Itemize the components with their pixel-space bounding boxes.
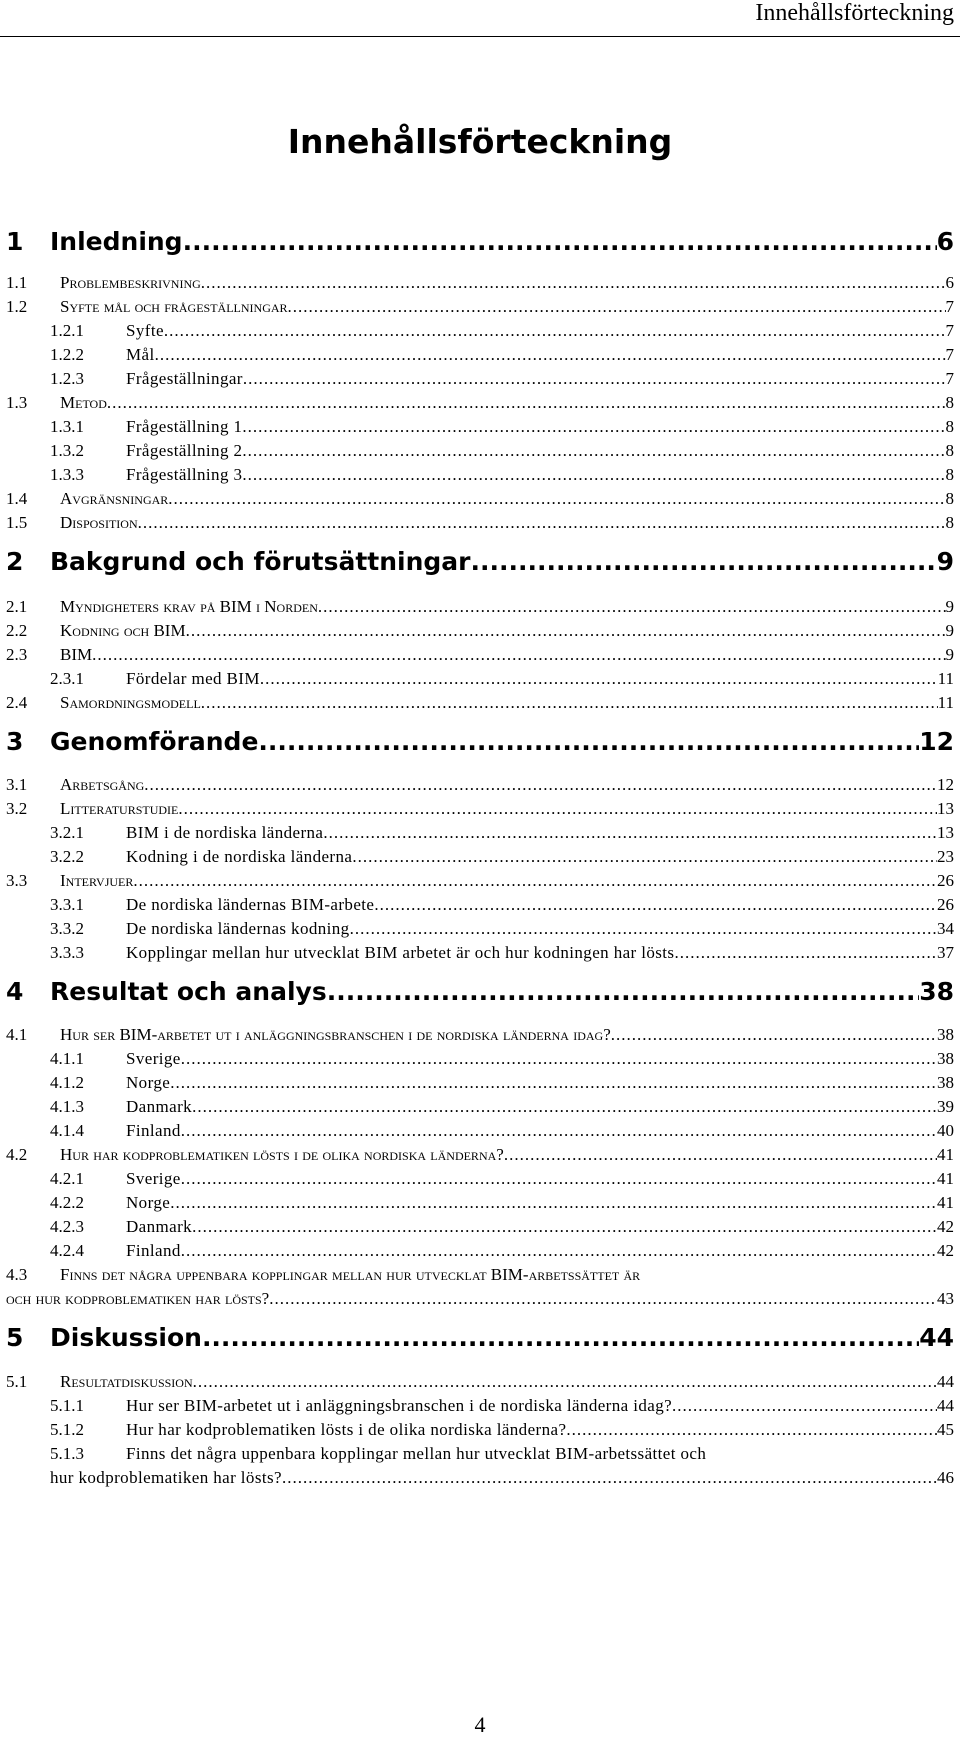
toc-entry-number: 3.3.1 <box>50 895 84 914</box>
toc-entry-title: Norge <box>126 1193 171 1212</box>
toc-entry-title: Myndigheters krav på BIM i Norden <box>60 597 318 616</box>
toc-entry-number: 2 <box>6 547 24 576</box>
toc-leader-dots <box>181 1046 937 1072</box>
toc-leader-dots <box>181 1118 937 1144</box>
toc-leader-dots <box>144 772 937 798</box>
toc-entry-page: 44 <box>937 1372 954 1391</box>
toc-entry-title: Syfte <box>126 321 164 340</box>
toc-entry-title: Samordningsmodell <box>60 693 201 712</box>
toc-entry-page: 12 <box>937 775 954 794</box>
toc-entry-title: Frågeställning 3 <box>126 465 243 484</box>
toc-entry-title: Norge <box>126 1073 171 1092</box>
toc-entry-title: Finland <box>126 1121 181 1140</box>
toc-entry[interactable] <box>0 366 960 392</box>
toc-entry-page: 40 <box>937 1121 954 1140</box>
toc-leader-dots <box>352 844 937 870</box>
toc-entry-number: 1.4 <box>6 489 28 508</box>
toc-entry[interactable] <box>0 820 960 846</box>
toc-leader-dots <box>242 414 945 440</box>
toc-entry-title: Problembeskrivning <box>60 273 201 292</box>
toc-leader-dots <box>504 1142 937 1168</box>
toc-leader-dots <box>181 1166 937 1192</box>
toc-entry-number: 3.2.1 <box>50 823 84 842</box>
running-header-title: Innehållsförteckning <box>755 0 954 26</box>
toc-entry-page: 7 <box>945 297 954 316</box>
toc-entry[interactable] <box>0 1214 960 1240</box>
toc-entry-page: 41 <box>937 1169 954 1188</box>
toc-entry[interactable] <box>0 462 960 488</box>
toc-entry-page: 9 <box>936 547 954 576</box>
toc-entry-page: 38 <box>919 977 954 1006</box>
toc-entry[interactable] <box>0 892 960 918</box>
toc-entry-title: och hur kodproblematiken har lösts? <box>6 1289 270 1308</box>
toc-entry-page: 9 <box>945 597 954 616</box>
toc-entry-number: 4.2.3 <box>50 1217 84 1236</box>
toc-entry[interactable] <box>0 1166 960 1192</box>
toc-entry-number: 1.3.1 <box>50 417 84 436</box>
toc-entry[interactable] <box>0 1318 960 1358</box>
toc-leader-dots <box>288 294 946 320</box>
toc-entry-title: Finns det några uppenbara kopplingar mellan hur utvecklat BIM-arbetssättet och <box>126 1444 707 1463</box>
toc-entry-page: 7 <box>945 321 954 340</box>
toc-entry-page: 38 <box>937 1073 954 1092</box>
toc-entry[interactable] <box>0 318 960 344</box>
toc-entry-title: De nordiska ländernas BIM-arbete <box>126 895 375 914</box>
toc-leader-dots <box>318 594 946 620</box>
toc-entry-title: Frågeställning 1 <box>126 417 243 436</box>
toc-entry[interactable] <box>0 1094 960 1120</box>
toc-entry-number: 2.4 <box>6 693 28 712</box>
toc-entry[interactable] <box>0 642 960 668</box>
toc-entry-page: 38 <box>937 1049 954 1068</box>
toc-entry[interactable] <box>0 342 960 368</box>
toc-leader-dots <box>133 868 937 894</box>
toc-leader-dots <box>186 618 946 644</box>
toc-entry-page: 42 <box>937 1241 954 1260</box>
toc-entry[interactable] <box>0 438 960 464</box>
toc-entry-title: De nordiska ländernas kodning <box>126 919 350 938</box>
toc-entry-title: Mål <box>126 345 155 364</box>
toc-entry-number: 4.2.4 <box>50 1241 84 1260</box>
toc-leader-dots <box>164 318 946 344</box>
toc-entry-number: 4.1.2 <box>50 1073 84 1092</box>
toc-entry-page: 38 <box>937 1025 954 1044</box>
toc-entry-page: 13 <box>937 799 954 818</box>
toc-entry-number: 3.2 <box>6 799 28 818</box>
toc-entry-title: Frågeställning 2 <box>126 441 243 460</box>
toc-leader-dots <box>258 722 919 762</box>
toc-entry-number: 1.3 <box>6 393 28 412</box>
toc-entry-title: Kodning i de nordiska länderna <box>126 847 353 866</box>
toc-leader-dots <box>170 1190 937 1216</box>
toc-entry-number: 1.2.3 <box>50 369 84 388</box>
toc-entry-page: 26 <box>937 871 954 890</box>
toc-entry-number: 3.1 <box>6 775 28 794</box>
toc-entry-number: 3.3 <box>6 871 28 890</box>
toc-leader-dots <box>350 916 937 942</box>
toc-leader-dots <box>242 438 945 464</box>
toc-leader-dots <box>193 1369 937 1395</box>
toc-entry[interactable] <box>0 868 960 894</box>
toc-leader-dots <box>674 940 937 966</box>
toc-entry[interactable] <box>0 772 960 798</box>
toc-entry-number: 3.3.2 <box>50 919 84 938</box>
toc-entry-number: 1.2.2 <box>50 345 84 364</box>
toc-leader-dots <box>178 796 937 822</box>
toc-entry-page: 12 <box>919 727 954 756</box>
toc-leader-dots <box>672 1393 937 1419</box>
toc-entry-title: Danmark <box>126 1217 193 1236</box>
toc-entry[interactable] <box>0 916 960 942</box>
toc-entry-title: Sverige <box>126 1169 181 1188</box>
toc-entry[interactable] <box>0 1238 960 1264</box>
toc-entry-title: Intervjuer <box>60 871 134 890</box>
toc-leader-dots <box>282 1465 937 1491</box>
toc-entry[interactable] <box>0 270 960 296</box>
toc-entry[interactable] <box>0 940 960 966</box>
toc-leader-dots <box>202 1318 919 1358</box>
toc-entry-number: 1.1 <box>6 273 28 292</box>
toc-entry-title: Arbetsgång <box>60 775 145 794</box>
toc-entry-title: Kodning och BIM <box>60 621 186 640</box>
toc-entry-page: 9 <box>945 645 954 664</box>
toc-entry[interactable] <box>0 486 960 512</box>
toc-entry-number: 5.1 <box>6 1372 28 1391</box>
toc-entry-page: 23 <box>937 847 954 866</box>
toc-entry[interactable] <box>0 796 960 822</box>
toc-entry-title: Inledning <box>50 227 183 256</box>
toc-entry-number: 5 <box>6 1323 24 1352</box>
toc-entry-number: 5.1.3 <box>50 1444 84 1463</box>
toc-entry-page: 46 <box>937 1468 954 1487</box>
toc-entry-title: Disposition <box>60 513 138 532</box>
toc-entry-number: 4.1 <box>6 1025 28 1044</box>
toc-entry[interactable] <box>0 690 960 716</box>
toc-entry-title: Resultatdiskussion <box>60 1372 193 1391</box>
toc-entry-page: 11 <box>937 693 954 712</box>
toc-entry-page: 8 <box>945 441 954 460</box>
toc-entry[interactable] <box>0 844 960 870</box>
toc-entry-number: 4.1.3 <box>50 1097 84 1116</box>
toc-entry[interactable] <box>0 1393 960 1419</box>
toc-leader-dots <box>92 642 945 668</box>
toc-leader-dots <box>242 462 945 488</box>
toc-entry-page: 42 <box>937 1217 954 1236</box>
toc-entry[interactable] <box>0 594 960 620</box>
toc-entry[interactable] <box>0 1369 960 1395</box>
toc-entry-page: 8 <box>945 465 954 484</box>
toc-entry-title: Hur har kodproblematiken lösts i de olika nordiska länderna? <box>126 1420 567 1439</box>
page-number: 4 <box>474 1712 486 1737</box>
toc-entry[interactable] <box>0 1022 960 1048</box>
toc-entry[interactable] <box>0 1142 960 1168</box>
toc-entry-continuation[interactable] <box>0 1286 960 1312</box>
toc-leader-dots <box>269 1286 937 1312</box>
running-header <box>0 0 960 37</box>
toc-entry-page: 7 <box>945 345 954 364</box>
toc-entry-number: 2.3 <box>6 645 28 664</box>
toc-leader-dots <box>201 270 946 296</box>
toc-entry-title: Finland <box>126 1241 181 1260</box>
toc-leader-dots <box>192 1094 937 1120</box>
toc-entry-title: Hur ser BIM-arbetet ut i anläggningsbranschen i de nordiska länderna idag? <box>126 1396 673 1415</box>
toc-entry-number: 1 <box>6 227 24 256</box>
toc-entry-title: Diskussion <box>50 1323 202 1352</box>
toc-leader-dots <box>323 820 937 846</box>
toc-entry-title: Metod <box>60 393 107 412</box>
toc-entry[interactable] <box>0 222 960 262</box>
toc-entry-page: 8 <box>945 513 954 532</box>
toc-entry[interactable] <box>0 1190 960 1216</box>
toc-leader-dots <box>566 1417 937 1443</box>
toc-entry[interactable] <box>0 1046 960 1072</box>
toc-entry[interactable] <box>0 722 960 762</box>
toc-entry-number: 4.2 <box>6 1145 28 1164</box>
toc-leader-dots <box>374 892 937 918</box>
toc-entry-page: 8 <box>945 393 954 412</box>
toc-entry-page: 39 <box>937 1097 954 1116</box>
toc-entry[interactable] <box>0 618 960 644</box>
toc-entry[interactable] <box>0 1417 960 1443</box>
toc-entry-title: Finns det några uppenbara kopplingar mellan hur utvecklat BIM-arbetssättet är <box>60 1265 641 1284</box>
toc-entry-title: Sverige <box>126 1049 181 1068</box>
toc-entry[interactable] <box>0 1262 960 1288</box>
toc-entry-title: Fördelar med BIM <box>126 669 260 688</box>
toc-entry-number: 4.2.2 <box>50 1193 84 1212</box>
toc-entry[interactable] <box>0 972 960 1012</box>
toc-entry-title: Hur har kodproblematiken lösts i de olika nordiska länderna? <box>60 1145 504 1164</box>
toc-leader-dots <box>471 542 937 582</box>
page-title: Innehållsförteckning <box>287 122 673 161</box>
toc-entry-title: Avgränsningar <box>60 489 169 508</box>
toc-entry-number: 4.2.1 <box>50 1169 84 1188</box>
toc-entry-title: hur kodproblematiken har lösts? <box>50 1468 282 1487</box>
toc-entry-title: BIM i de nordiska länderna <box>126 823 324 842</box>
toc-entry-number: 4.1.4 <box>50 1121 84 1140</box>
toc-entry[interactable] <box>0 666 960 692</box>
toc-entry-number: 1.2 <box>6 297 28 316</box>
toc-entry-page: 41 <box>937 1145 954 1164</box>
toc-entry-page: 45 <box>937 1420 954 1439</box>
toc-leader-dots <box>260 666 938 692</box>
toc-leader-dots <box>181 1238 937 1264</box>
toc-entry-number: 2.1 <box>6 597 28 616</box>
toc-leader-dots <box>107 390 946 416</box>
toc-entry-page: 26 <box>937 895 954 914</box>
toc-entry-page: 44 <box>937 1396 954 1415</box>
toc-entry-number: 5.1.2 <box>50 1420 84 1439</box>
toc-entry[interactable] <box>0 294 960 320</box>
toc-entry-page: 37 <box>937 943 954 962</box>
toc-entry-number: 3.2.2 <box>50 847 84 866</box>
toc-entry-title: Frågeställningar <box>126 369 243 388</box>
toc-leader-dots <box>611 1022 937 1048</box>
toc-leader-dots <box>201 690 938 716</box>
toc-entry-page: 9 <box>945 621 954 640</box>
toc-entry-number: 4 <box>6 977 24 1006</box>
toc-entry-page: 41 <box>937 1193 954 1212</box>
toc-entry-page: 43 <box>937 1289 954 1308</box>
toc-entry-number: 4.1.1 <box>50 1049 84 1068</box>
toc-entry-number: 1.3.2 <box>50 441 84 460</box>
toc-entry-title: BIM <box>60 645 93 664</box>
toc-leader-dots <box>183 222 937 262</box>
toc-entry[interactable] <box>0 390 960 416</box>
toc-entry-page: 6 <box>936 227 954 256</box>
toc-entry-page: 34 <box>937 919 954 938</box>
toc-entry-number: 2.3.1 <box>50 669 84 688</box>
toc-entry-title: Litteraturstudie <box>60 799 179 818</box>
toc-entry[interactable] <box>0 414 960 440</box>
toc-entry-title: Hur ser BIM-arbetet ut i anläggningsbranschen i de nordiska länderna idag? <box>60 1025 611 1044</box>
toc-entry-page: 11 <box>937 669 954 688</box>
toc-leader-dots <box>155 342 946 368</box>
toc-entry[interactable] <box>0 510 960 536</box>
toc-entry-title: Resultat och analys <box>50 977 327 1006</box>
toc-entry-title: Syfte mål och frågeställningar <box>60 297 288 316</box>
toc-entry-page: 44 <box>919 1323 954 1352</box>
toc-entry-page: 6 <box>945 273 954 292</box>
toc-entry-number: 3 <box>6 727 24 756</box>
toc-leader-dots <box>327 972 919 1012</box>
toc-leader-dots <box>170 1070 937 1096</box>
toc-entry-number: 2.2 <box>6 621 28 640</box>
toc-entry-page: 7 <box>945 369 954 388</box>
toc-entry-number: 5.1.1 <box>50 1396 84 1415</box>
toc-entry-number: 1.3.3 <box>50 465 84 484</box>
toc-entry-title: Bakgrund och förutsättningar <box>50 547 471 576</box>
toc-entry[interactable] <box>0 1441 960 1467</box>
toc-leader-dots <box>138 510 946 536</box>
toc-entry-number: 1.2.1 <box>50 321 84 340</box>
toc-entry-page: 13 <box>937 823 954 842</box>
toc-entry-number: 3.3.3 <box>50 943 84 962</box>
toc-entry-continuation[interactable] <box>0 1465 960 1491</box>
toc-entry-title: Kopplingar mellan hur utvecklat BIM arbetet är och hur kodningen har lösts <box>126 943 675 962</box>
toc-entry-number: 4.3 <box>6 1265 28 1284</box>
toc-leader-dots <box>168 486 945 512</box>
toc-entry-page: 8 <box>945 489 954 508</box>
toc-entry-title: Genomförande <box>50 727 259 756</box>
toc-entry-page: 8 <box>945 417 954 436</box>
toc-entry-title: Danmark <box>126 1097 193 1116</box>
toc-leader-dots <box>243 366 946 392</box>
toc-entry[interactable] <box>0 1118 960 1144</box>
toc-leader-dots <box>192 1214 937 1240</box>
toc-entry[interactable] <box>0 1070 960 1096</box>
toc-entry-number: 1.5 <box>6 513 28 532</box>
toc-entry[interactable] <box>0 542 960 582</box>
